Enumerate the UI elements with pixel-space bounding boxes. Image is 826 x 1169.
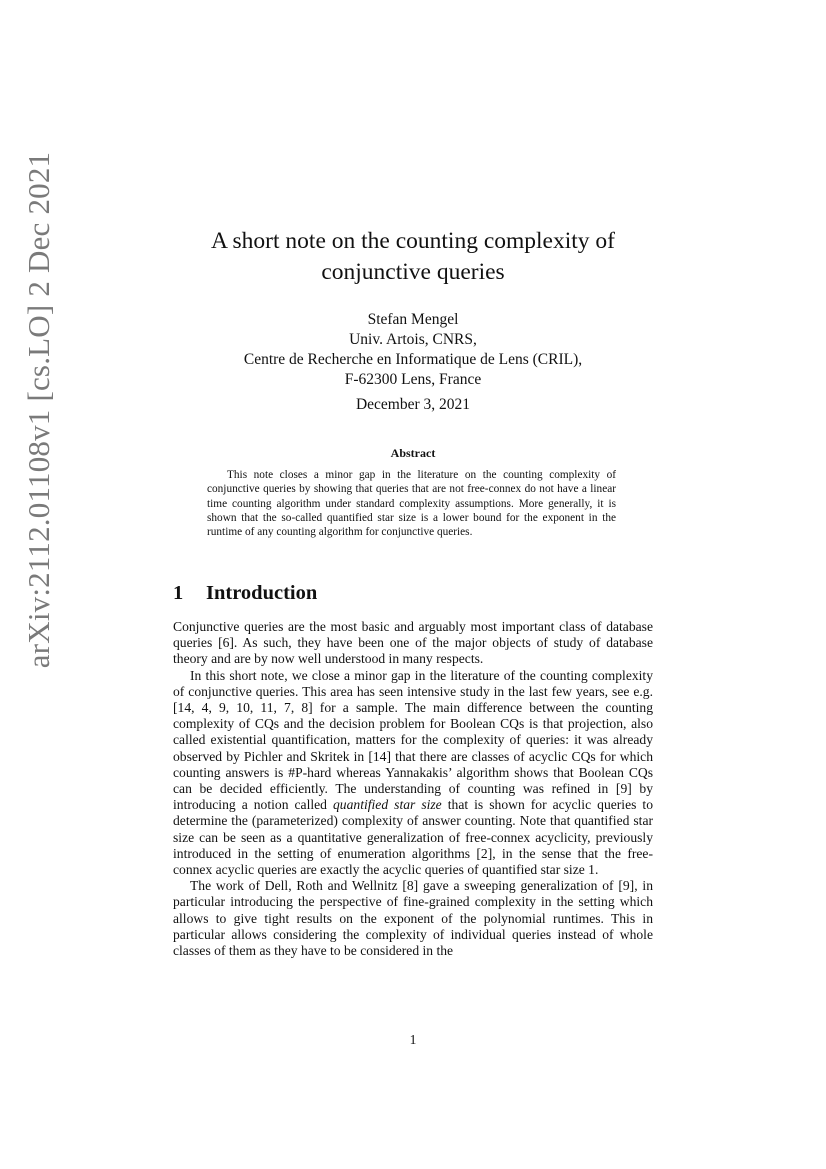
arxiv-sidebar bbox=[14, 100, 64, 720]
paper-date: December 3, 2021 bbox=[355, 396, 471, 413]
affiliation-line: Univ. Artois, CNRS, bbox=[349, 331, 477, 348]
paper-title: A short note on the counting complexity of conjunctive queries bbox=[210, 228, 615, 285]
author-name: Stefan Mengel bbox=[367, 311, 459, 328]
affiliation-line: F-62300 Lens, France bbox=[344, 371, 482, 388]
affiliation-line: Centre de Recherche en Informatique de Lens (CRIL), bbox=[243, 351, 583, 368]
author-block bbox=[173, 310, 653, 390]
emphasized-term: quantified star size bbox=[333, 797, 442, 813]
paragraph: Conjunctive queries are the most basic and arguably most important class of database queries [6]. As such, they have been one of the major objects of study of database theory and are by now well understood in many respects. bbox=[173, 619, 653, 667]
paragraph bbox=[173, 668, 653, 879]
section-number: 1 bbox=[173, 582, 184, 604]
section-title: Introduction bbox=[206, 582, 318, 604]
body-text bbox=[173, 619, 653, 959]
page-number: 1 bbox=[409, 1032, 417, 1047]
paragraph-text: that is shown for acyclic queries to determine the (parameterized) complexity of answer counting. Note that quantified star size can be seen as a quantitative generalization of free-connex acyclicity, previously introduced in the setting of enumeration algorithms [2], in the sense that the free-connex acyclic queries are exactly the acyclic queries of quantified star size 1. bbox=[173, 797, 653, 878]
abstract-heading: Abstract bbox=[390, 446, 436, 460]
paragraph: The work of Dell, Roth and Wellnitz [8] gave a sweeping generalization of [9], in particular introducing the perspective of fine-grained complexity in the setting which allows to give tight results on the exponent of the polynomial runtimes. This in particular allows considering the complexity of individual queries instead of whole classes of them as they have to be considered in the bbox=[173, 878, 653, 959]
paragraph-text: In this short note, we close a minor gap in the literature of the counting complexity of conjunctive queries. This area has seen intensive study in the last few years, see e.g. [14, 4, 9, 10, 11, 7, 8] for a sample. The main difference between the counting complexity of CQs and the decision problem for Boolean CQs is that projection, also called existential quantification, matters for the complexity of queries: it was already observed by Pichler and Skritek in [14] that there are classes of acyclic CQs for which counting answers is #P-hard whereas Yannakakis’ algorithm shows that Boolean CQs can be decided efficiently. The understanding of counting was refined in [9] by introducing a notion called bbox=[173, 667, 653, 813]
abstract-text: This note closes a minor gap in the literature on the counting complexity of conjunctive queries by showing that queries that are not free-connex do not have a linear time counting algorithm under standard complexity assumptions. More generally, it is shown that the so-called quantified star size is a lower bound for the exponent in the runtime of any counting algorithm for conjunctive queries. bbox=[207, 469, 616, 539]
arxiv-identifier: arXiv:2112.01108v1 [cs.LO] 2 Dec 2021 bbox=[21, 151, 56, 669]
section-heading bbox=[173, 582, 653, 605]
